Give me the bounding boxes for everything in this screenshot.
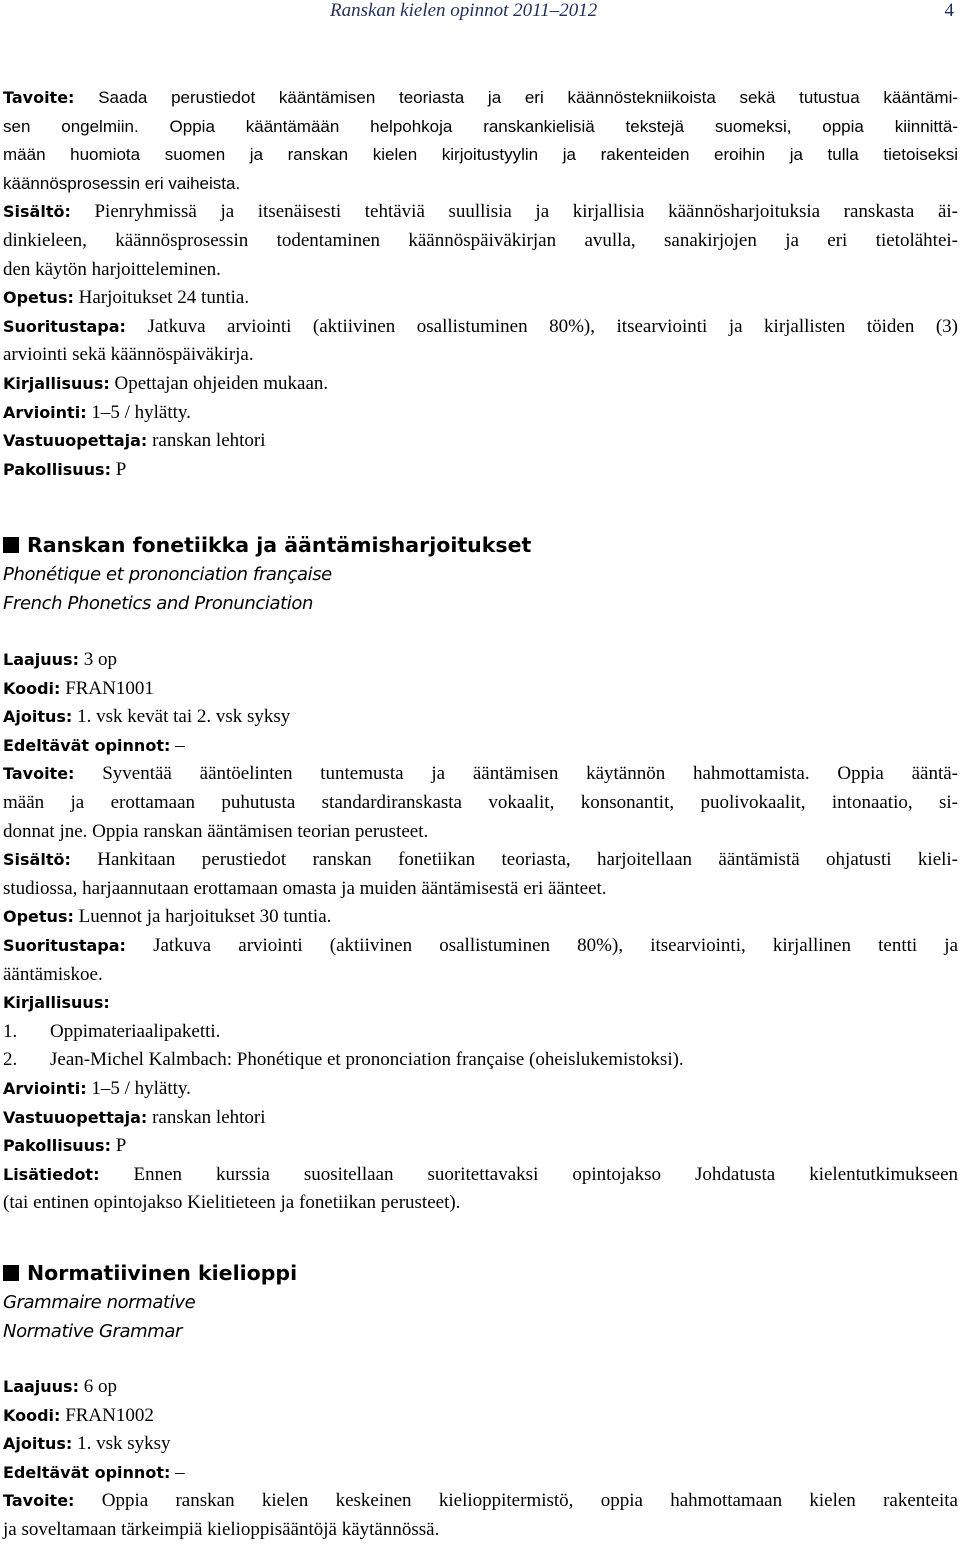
ajoitus-label: Ajoitus: — [3, 707, 73, 727]
koodi-label: Koodi: — [3, 678, 61, 698]
tavoite-label: Tavoite: — [3, 764, 75, 784]
opetus-label: Opetus: — [3, 907, 74, 927]
tavoite-label: Tavoite: — [3, 1491, 75, 1511]
edeltavat-label: Edeltävät opinnot: — [3, 735, 171, 755]
sisalto-line: Sisältö: Pienryhmissä ja itsenäisesti tehtäviä suullisia ja kirjallisia käännösharjoituksia ranskasta äi- — [3, 201, 958, 223]
ajoitus-line: Ajoitus: 1. vsk syksy — [3, 1433, 171, 1455]
sisalto-line: Sisältö: Hankitaan perustiedot ranskan fonetiikan teoriasta, harjoitellaan ääntämistä ohjatusti kieli- — [3, 849, 959, 871]
sisalto-line: studiossa, harjaannutaan erottamaan omasta ja muiden ääntämisestä eri äänteet. — [3, 877, 607, 899]
laajuus-label: Laajuus: — [3, 650, 79, 669]
edeltavat-line: Edeltävät opinnot: – — [3, 1461, 185, 1483]
tavoite-line: Tavoite: Oppia ranskan kielen keskeinen kielioppitermistö, oppia hahmottamaan kielen rakenteita — [3, 1490, 958, 1512]
square-bullet-icon — [3, 537, 19, 553]
vastuuopettaja-label: Vastuuopettaja: — [3, 1107, 148, 1127]
course-subtitle-fr: Phonétique et prononciation française — [3, 564, 332, 585]
square-bullet-icon — [3, 1265, 19, 1281]
opetus-line: Opetus: Luennot ja harjoitukset 30 tuntia. — [3, 906, 332, 928]
course-phonetics-heading — [3, 530, 958, 618]
vastuuopettaja-line: Vastuuopettaja: ranskan lehtori — [3, 1106, 266, 1128]
course-subtitle-fr: Grammaire normative — [3, 1292, 196, 1313]
sisalto-label: Sisältö: — [3, 850, 71, 870]
opetus-line: Opetus: Harjoitukset 24 tuntia. — [3, 287, 250, 309]
laajuus-line: Laajuus: 6 op — [3, 1376, 117, 1397]
suoritustapa-label: Suoritustapa: — [3, 935, 126, 955]
vastuuopettaja-label: Vastuuopettaja: — [3, 431, 148, 451]
lisatiedot-line: Lisätiedot: Ennen kurssia suositellaan suoritettavaksi opintojakso Johdatusta kielentutkimukseen — [3, 1163, 958, 1185]
course-grammar-heading — [3, 1258, 958, 1346]
arviointi-label: Arviointi: — [3, 402, 87, 422]
koodi-line: Koodi: FRAN1002 — [3, 1404, 154, 1426]
ajoitus-line: Ajoitus: 1. vsk kevät tai 2. vsk syksy — [3, 706, 291, 728]
suoritustapa-line: arviointi sekä käännöspäiväkirja. — [3, 344, 254, 366]
list-item: 2. Jean-Michel Kalmbach: Phonétique et prononciation française (oheislukemistoksi). — [3, 1049, 684, 1071]
course-title: Ranskan fonetiikka ja ääntämisharjoitukset — [3, 530, 958, 560]
ajoitus-label: Ajoitus: — [3, 1434, 73, 1454]
tavoite-line: Tavoite: Saada perustiedot kääntämisen teoriasta ja eri käännöstekniikoista sekä tutustua kääntämi- — [3, 88, 959, 107]
tavoite-line: mään ja erottamaan puhutusta standardiranskasta vokaalit, konsonantit, puolivokaalit, intonaatio, si- — [3, 791, 958, 813]
kirjallisuus-label: Kirjallisuus: — [3, 993, 110, 1013]
arviointi-line: Arviointi: 1–5 / hylätty. — [3, 401, 191, 423]
koodi-label: Koodi: — [3, 1405, 61, 1425]
laajuus-label: Laajuus: — [3, 1377, 79, 1396]
laajuus-line: Laajuus: 3 op — [3, 649, 117, 670]
kirjallisuus-line: Kirjallisuus: Opettajan ohjeiden mukaan. — [3, 372, 329, 394]
lisatiedot-label: Lisätiedot: — [3, 1164, 100, 1184]
lisatiedot-line: (tai entinen opintojakso Kielitieteen ja fonetiikan perusteet). — [3, 1192, 461, 1214]
pakollisuus-line: Pakollisuus: P — [3, 458, 127, 480]
tavoite-line: ja soveltamaan tärkeimpiä kielioppisääntöjä käytännössä. — [3, 1518, 440, 1540]
koodi-line: Koodi: FRAN1001 — [3, 677, 154, 699]
pakollisuus-line: Pakollisuus: P — [3, 1135, 127, 1157]
tavoite-line: sen ongelmiin. Oppia kääntämään helpohkoja ranskankielisiä tekstejä suomeksi, oppia kiinnittä- — [3, 116, 958, 136]
suoritustapa-line: Suoritustapa: Jatkuva arviointi (aktiivinen osallistuminen 80%), itsearviointi, kirjallinen tentti ja — [3, 934, 959, 956]
kirjallisuus-line — [3, 989, 958, 1018]
page-header — [0, 0, 960, 24]
tavoite-line: Tavoite: Syventää ääntöelinten tuntemusta ja ääntämisen käytännön hahmottamista. Oppia ääntä- — [3, 763, 958, 785]
course-phonetics-details — [3, 646, 958, 1218]
sisalto-line: dinkieleen, käännösprosessin todentaminen käännöspäiväkirjan avulla, sanakirjojen ja eri tietolähtei- — [3, 229, 958, 251]
course-title: Normatiivinen kielioppi — [3, 1258, 958, 1288]
course-subtitle-en: French Phonetics and Pronunciation — [3, 593, 313, 614]
suoritustapa-label: Suoritustapa: — [3, 316, 126, 336]
arviointi-label: Arviointi: — [3, 1078, 87, 1098]
suoritustapa-line: ääntämiskoe. — [3, 963, 103, 985]
page-number: 4 — [944, 0, 954, 21]
opetus-label: Opetus: — [3, 288, 74, 308]
tavoite-label: Tavoite: — [3, 88, 75, 107]
arviointi-line: Arviointi: 1–5 / hylätty. — [3, 1077, 191, 1099]
pakollisuus-label: Pakollisuus: — [3, 459, 111, 479]
edeltavat-line: Edeltävät opinnot: – — [3, 734, 185, 756]
course-subtitle-en: Normative Grammar — [3, 1321, 183, 1342]
edeltavat-label: Edeltävät opinnot: — [3, 1462, 171, 1482]
sisalto-label: Sisältö: — [3, 202, 71, 222]
kirjallisuus-label: Kirjallisuus: — [3, 373, 110, 393]
tavoite-line: donnat jne. Oppia ranskan ääntämisen teorian perusteet. — [3, 820, 429, 842]
tavoite-line: käännösprosessin eri vaiheista. — [3, 173, 241, 193]
header-title: Ranskan kielen opinnot 2011–2012 — [330, 0, 598, 21]
tavoite-line: mään huomiota suomen ja ranskan kielen kirjoitustyylin ja rakenteiden eroihin ja tulla tietoiseksi — [3, 145, 958, 165]
list-item: 1. Oppimateriaalipaketti. — [3, 1020, 221, 1042]
suoritustapa-line: Suoritustapa: Jatkuva arviointi (aktiivinen osallistuminen 80%), itsearviointi ja kirjallisten töiden (3) — [3, 315, 958, 337]
sisalto-line: den käytön harjoitteleminen. — [3, 258, 221, 280]
pakollisuus-label: Pakollisuus: — [3, 1136, 111, 1156]
vastuuopettaja-line: Vastuuopettaja: ranskan lehtori — [3, 430, 266, 452]
course-grammar-details — [3, 1373, 958, 1545]
intro-section — [3, 84, 958, 484]
